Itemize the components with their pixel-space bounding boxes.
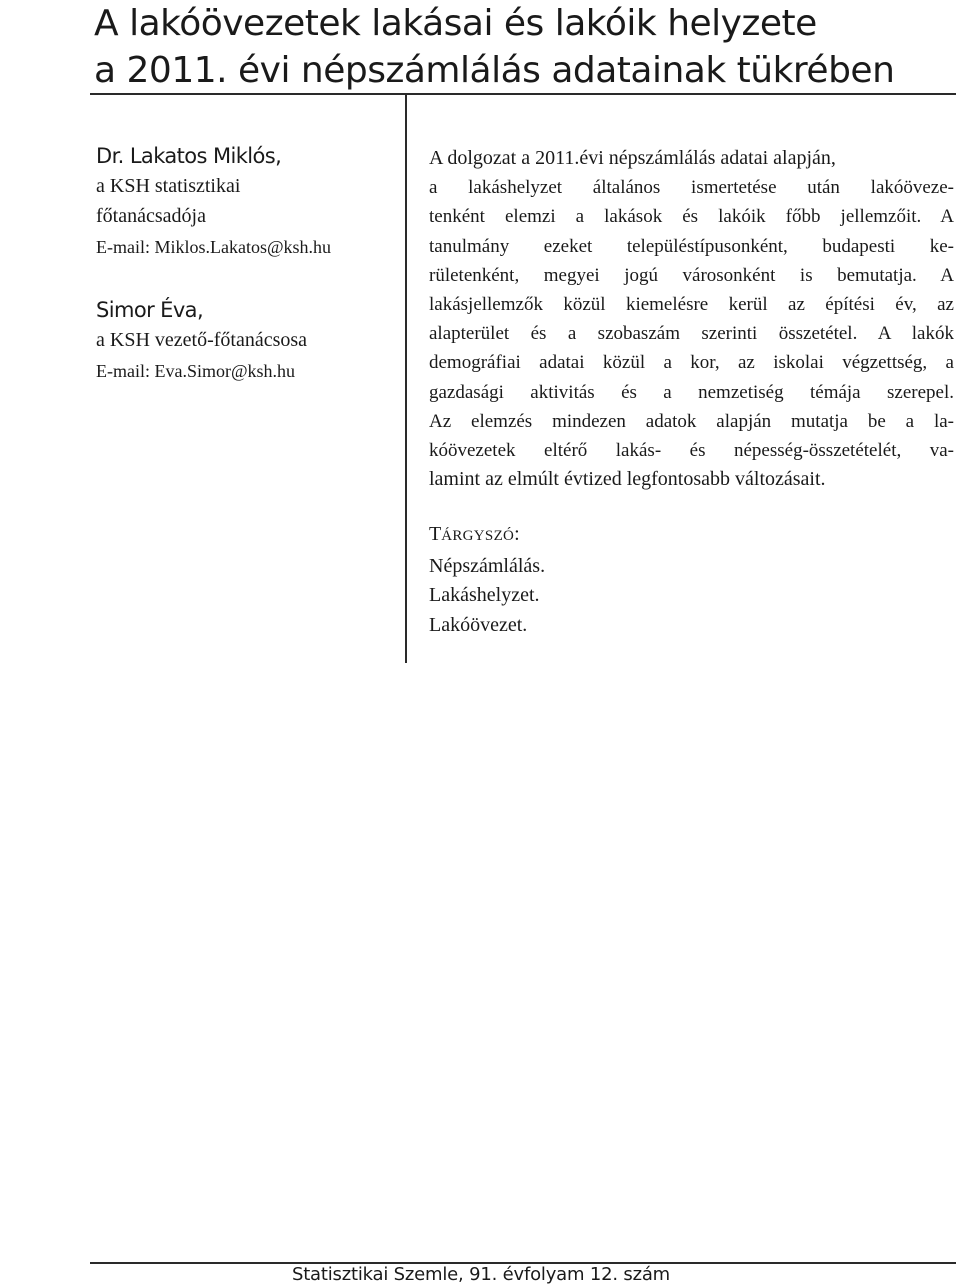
abstract-line: gazdasági aktivitás és a nemzetiség témája szerepel. — [429, 381, 954, 403]
abstract-line: alapterület és a szobaszám szerinti összetétel. A lakók — [429, 323, 954, 345]
keyword-item: Lakóövezet. — [429, 613, 528, 636]
abstract-line: tenként elemzi a lakások és lakóik főbb jellemzőit. A — [429, 206, 954, 228]
abstract-line: A dolgozat a 2011.évi népszámlálás adatai alapján, — [429, 147, 836, 169]
author-affiliation: főtanácsadója — [96, 205, 206, 227]
title-line-2: a 2011. évi népszámlálás adatainak tükrében — [94, 50, 895, 91]
author-1 — [96, 141, 396, 262]
abstract-line: Az elemzés mindezen adatok alapján mutatja be a la- — [429, 410, 954, 432]
keywords-heading-initial: T — [429, 523, 442, 545]
keywords-heading-rest: ÁRGYSZÓ — [441, 528, 515, 544]
abstract-line: kóövezetek eltérő lakás- és népesség-összetételét, va- — [429, 440, 954, 462]
abstract-line: lamint az elmúlt évtized legfontosabb változásait. — [429, 468, 826, 491]
author-name: Simor Éva, — [96, 298, 204, 322]
abstract-line: demográfiai adatai közül a kor, az iskolai végzettség, a — [429, 352, 954, 374]
abstract-line: rületenként, megyei jogú városonként is bemutatja. A — [429, 264, 954, 286]
keyword-item: Népszámlálás. — [429, 554, 546, 577]
keywords-heading-colon: : — [514, 523, 520, 545]
keyword-item: Lakáshelyzet. — [429, 584, 540, 606]
title-line-1: A lakóövezetek lakásai és lakóik helyzete — [94, 3, 817, 44]
keywords — [429, 520, 545, 640]
abstract-line: lakásjellemzők közül kiemelésre kerül az építési év, az — [429, 294, 954, 316]
author-list — [96, 141, 396, 386]
journal-footer: Statisztikai Szemle, 91. évfolyam 12. szám — [291, 1264, 670, 1285]
keywords-heading — [429, 520, 545, 552]
author-email: E-mail: Eva.Simor@ksh.hu — [96, 361, 296, 381]
column-divider — [405, 95, 407, 663]
author-2 — [96, 295, 396, 386]
abstract-line: tanulmány ezeket településtípusonként, budapesti ke- — [429, 235, 954, 257]
author-affiliation: a KSH statisztikai — [96, 175, 241, 197]
article-title — [94, 0, 944, 94]
title-divider — [90, 93, 956, 95]
author-email: E-mail: Miklos.Lakatos@ksh.hu — [96, 237, 332, 257]
author-name: Dr. Lakatos Miklós, — [96, 144, 282, 168]
abstract — [429, 144, 954, 494]
abstract-line: a lakáshelyzet általános ismertetése után lakóöveze- — [429, 177, 954, 199]
author-affiliation: a KSH vezető-főtanácsosa — [96, 329, 308, 351]
